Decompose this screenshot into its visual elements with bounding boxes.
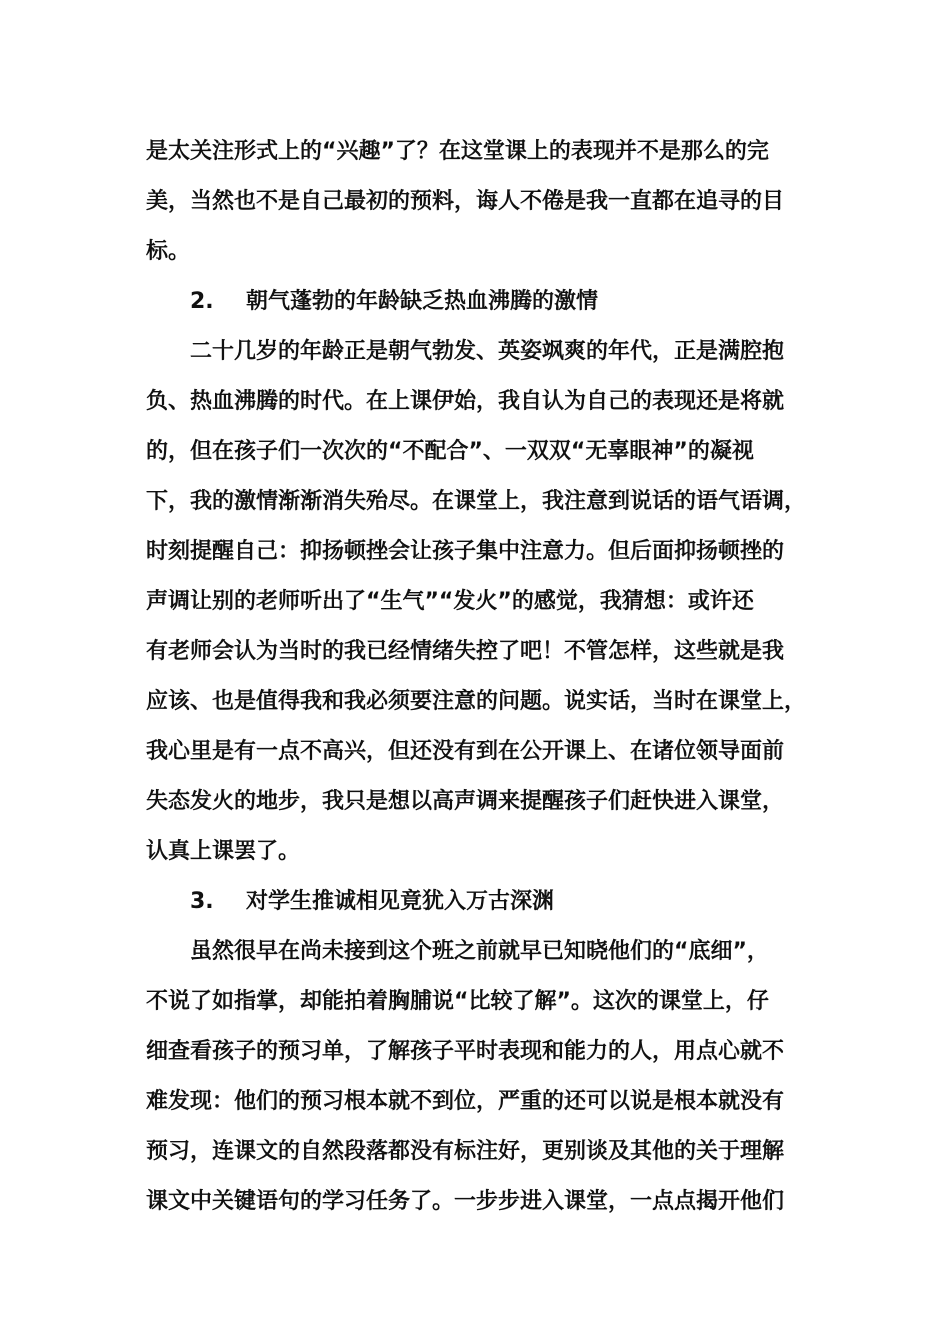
- paragraph-line: 认真上课罢了。: [146, 839, 301, 864]
- paragraph-line: 时刻提醒自己：抑扬顿挫会让孩子集中注意力。但后面抑扬顿挫的: [146, 539, 785, 564]
- paragraph-line: 我心里是有一点不高兴，但还没有到在公开课上、在诸位领导面前: [146, 739, 785, 764]
- paragraph-line: 的，但在孩子们一次次的“不配合”、一双双“无辜眼神”的凝视: [146, 439, 754, 464]
- section-heading: 对学生推诚相见竟犹入万古深渊: [246, 889, 555, 914]
- paragraph-line: 负、热血沸腾的时代。在上课伊始，我自认为自己的表现还是将就: [146, 389, 785, 414]
- paragraph-line: 有老师会认为当时的我已经情绪失控了吧！不管怎样，这些就是我: [146, 639, 785, 664]
- section-number: 3.: [190, 889, 214, 914]
- paragraph-line: 标。: [146, 239, 191, 264]
- paragraph-line: 声调让别的老师听出了“生气”“发火”的感觉，我猜想：或许还: [146, 589, 754, 614]
- paragraph-line: 二十几岁的年龄正是朝气勃发、英姿飒爽的年代，正是满腔抱: [190, 339, 785, 364]
- paragraph-line: 应该、也是值得我和我必须要注意的问题。说实话，当时在课堂上，: [146, 689, 807, 714]
- paragraph-line: 是太关注形式上的“兴趣”了？在这堂课上的表现并不是那么的完: [146, 139, 769, 164]
- paragraph-line: 下，我的激情渐渐消失殆尽。在课堂上，我注意到说话的语气语调，: [146, 489, 807, 514]
- section-number: 2.: [190, 289, 214, 314]
- paragraph-line: 失态发火的地步，我只是想以高声调来提醒孩子们赶快进入课堂，: [146, 789, 785, 814]
- paragraph-line: 预习，连课文的自然段落都没有标注好，更别谈及其他的关于理解: [146, 1139, 785, 1164]
- paragraph-line: 难发现：他们的预习根本就不到位，严重的还可以说是根本就没有: [146, 1089, 785, 1114]
- paragraph-line: 不说了如指掌，却能拍着胸脯说“比较了解”。这次的课堂上，仔: [146, 989, 769, 1014]
- paragraph-line: 细查看孩子的预习单，了解孩子平时表现和能力的人，用点心就不: [146, 1039, 785, 1064]
- paragraph-line: 虽然很早在尚未接到这个班之前就早已知晓他们的“底细”，: [190, 939, 769, 964]
- paragraph-line: 美，当然也不是自己最初的预料，诲人不倦是我一直都在追寻的目: [146, 189, 785, 214]
- section-heading: 朝气蓬勃的年龄缺乏热血沸腾的激情: [246, 289, 599, 314]
- paragraph-line: 课文中关键语句的学习任务了。一步步进入课堂，一点点揭开他们: [146, 1189, 785, 1214]
